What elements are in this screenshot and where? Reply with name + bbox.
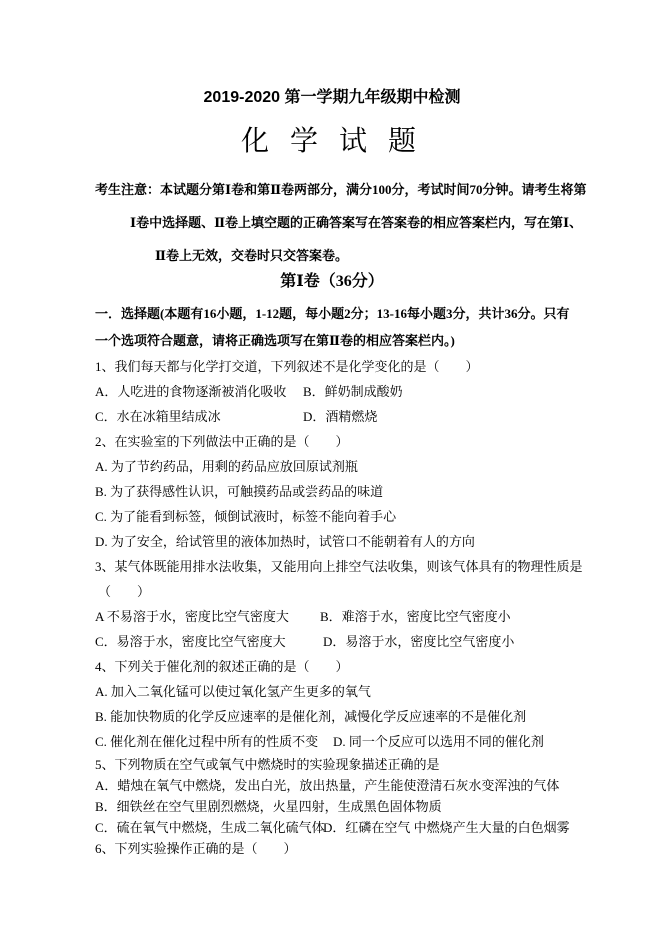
question-stem-continued: （ ）	[98, 584, 151, 599]
option-c: C．易溶于水，密度比空气密度大	[95, 634, 286, 649]
notice-line: 考生注意：本试题分第Ⅰ卷和第Ⅱ卷两部分，满分100分，考试时间70分钟。请考生将第	[95, 182, 587, 197]
option-row	[95, 817, 569, 838]
question-5	[95, 754, 569, 838]
option-b: B．鲜奶制成酸奶	[303, 384, 403, 399]
option-row	[95, 729, 569, 754]
option-d: D．酒精燃烧	[303, 409, 378, 424]
option-b: B. 能加快物质的化学反应速率的是催化剂，减慢化学反应速率的不是催化剂	[95, 709, 527, 724]
exam-subtitle: 2019-2020 第一学期九年级期中检测	[203, 89, 461, 106]
option-row	[95, 629, 569, 654]
section-intro-line: 一个选项符合题意，请将正确选项写在第Ⅱ卷的相应答案栏内。)	[95, 333, 455, 348]
option-d: D．红磷在空气 中燃烧产生大量的白色烟雾	[323, 820, 570, 835]
option-c: C．水在冰箱里结成冰	[95, 409, 221, 424]
option-c: C. 为了能看到标签，倾倒试液时，标签不能向着手心	[95, 509, 397, 524]
option-a: A 不易溶于水，密度比空气密度大	[95, 609, 289, 624]
question-list	[95, 354, 583, 859]
option-a: A．蜡烛在氧气中燃烧，发出白光，放出热量，产生能使澄清石灰水变浑浊的气体	[95, 778, 560, 793]
option-d: D. 为了安全，给试管里的液体加热时，试管口不能朝着有人的方向	[95, 534, 475, 549]
option-d: D. 同一个反应可以选用不同的催化剂	[333, 734, 544, 749]
option-a: A. 加入二氧化锰可以使过氧化氢产生更多的氧气	[95, 684, 371, 699]
question-6	[95, 838, 569, 859]
question-stem: 2、在实验室的下列做法中正确的是（ ）	[95, 434, 349, 449]
section-intro	[95, 300, 569, 354]
question-stem: 3、某气体既能用排水法收集，又能用向上排空气法收集，则该气体具有的物理性质是	[95, 559, 583, 574]
option-b: B．难溶于水，密度比空气密度小	[320, 609, 511, 624]
question-stem: 4、下列关于催化剂的叙述正确的是（ ）	[95, 659, 349, 674]
question-4	[95, 654, 569, 754]
page-content	[95, 88, 587, 859]
option-row	[95, 604, 569, 629]
option-b: B. 为了获得感性认识，可触摸药品或尝药品的味道	[95, 484, 384, 499]
option-b: B．细铁丝在空气里剧烈燃烧，火星四射，生成黑色固体物质	[95, 799, 442, 814]
option-c: C．硫在氧气中燃烧，生成二氧化硫气体	[95, 820, 325, 835]
exam-title: 化 学 试 题	[240, 126, 423, 157]
question-stem: 5、下列物质在空气或氧气中燃烧时的实验现象描述正确的是	[95, 757, 440, 772]
question-stem: 6、下列实验操作正确的是（ ）	[95, 841, 297, 856]
question-3	[95, 554, 583, 654]
question-1	[95, 354, 569, 429]
question-stem: 1、我们每天都与化学打交道，下列叙述不是化学变化的是（ ）	[95, 359, 479, 374]
option-row	[95, 404, 569, 429]
option-a: A．人吃进的食物逐渐被消化吸收	[95, 384, 287, 399]
notice-line: Ⅱ卷上无效，交卷时只交答案卷。	[155, 248, 348, 263]
option-c: C. 催化剂在催化过程中所有的性质不变	[95, 734, 319, 749]
section-intro-line: 一．选择题(本题有16小题，1-12题，每小题2分；13-16每小题3分，共计36分。只有	[95, 306, 570, 321]
option-d: D．易溶于水，密度比空气密度小	[323, 634, 515, 649]
section-title: 第Ⅰ卷（36分）	[280, 273, 384, 290]
option-a: A. 为了节约药品，用剩的药品应放回原试剂瓶	[95, 459, 358, 474]
option-row	[95, 379, 569, 404]
question-2	[95, 429, 569, 554]
notice-line: Ⅰ卷中选择题、Ⅱ卷上填空题的正确答案写在答案卷的相应答案栏内，写在第Ⅰ、	[130, 215, 583, 230]
candidate-notice	[95, 173, 587, 272]
